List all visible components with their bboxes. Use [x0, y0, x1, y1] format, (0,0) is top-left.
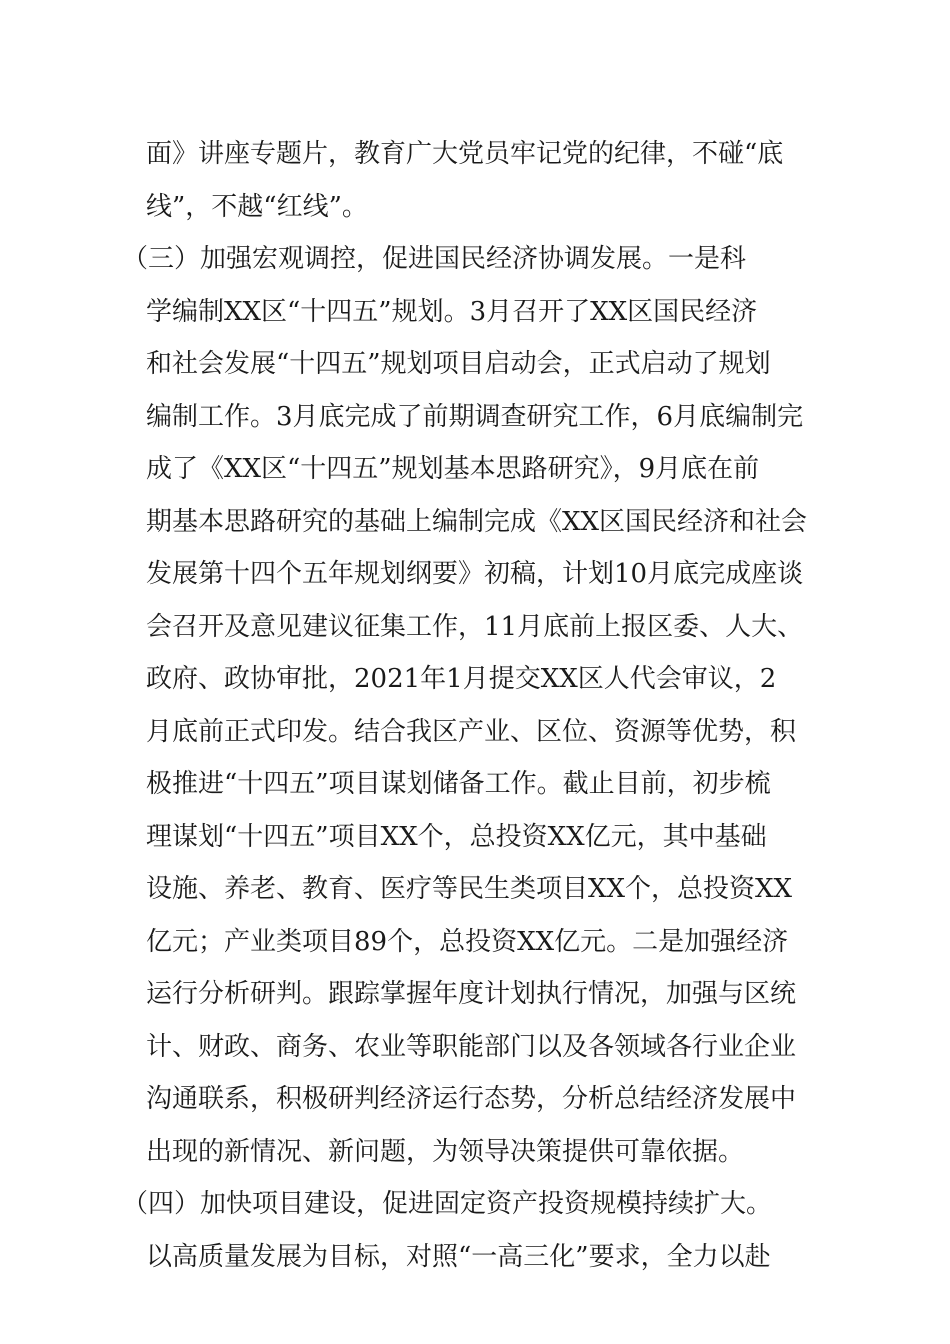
text-line: 设施、养老、教育、医疗等民生类项目XX个，总投资XX — [146, 874, 793, 904]
text-line: 月底前正式印发。结合我区产业、区位、资源等优势，积 — [146, 716, 797, 747]
text-line: 期基本思路研究的基础上编制完成《XX区国民经济和社会 — [146, 506, 808, 537]
text-line: 面》讲座专题片，教育广大党员牢记党的纪律，不碰“底 — [146, 139, 784, 169]
text-line: 以高质量发展为目标，对照“一高三化”要求，全力以赴 — [146, 1241, 771, 1272]
text-line: 政府、政协审批，2021年1月提交XX区人代会审议，2 — [146, 664, 777, 694]
text-line: 运行分析研判。跟踪掌握年度计划执行情况，加强与区统 — [146, 979, 797, 1009]
text-line: 成了《XX区“十四五”规划基本思路研究》，9月底在前 — [146, 454, 760, 484]
text-line: 编制工作。3月底完成了前期调查研究工作，6月底编制完 — [146, 401, 804, 432]
section-heading-line: （三）加强宏观调控，促进国民经济协调发展。一是科 — [122, 244, 747, 274]
text-line: 理谋划“十四五”项目XX个，总投资XX亿元，其中基础 — [146, 821, 767, 852]
text-line: 学编制XX区“十四五”规划。3月召开了XX区国民经济 — [146, 296, 758, 327]
section-heading-line: （四）加快项目建设，促进固定资产投资规模持续扩大。 — [122, 1189, 773, 1219]
text-line: 发展第十四个五年规划纲要》初稿，计划10月底完成座谈 — [146, 559, 804, 589]
text-line: 极推进“十四五”项目谋划储备工作。截止目前，初步梳 — [146, 769, 771, 799]
body-text — [122, 128, 816, 1283]
text-line: 计、财政、商务、农业等职能部门以及各领域各行业企业 — [146, 1031, 797, 1062]
text-line: 亿元；产业类项目89个，总投资XX亿元。二是加强经济 — [146, 926, 789, 957]
text-line: 和社会发展“十四五”规划项目启动会，正式启动了规划 — [146, 349, 771, 379]
text-line: 会召开及意见建议征集工作，11月底前上报区委、人大、 — [146, 611, 804, 642]
text-line: 出现的新情况、新问题，为领导决策提供可靠依据。 — [146, 1136, 745, 1167]
text-line: 线”，不越“红线”。 — [146, 191, 368, 222]
text-line: 沟通联系，积极研判经济运行态势，分析总结经济发展中 — [146, 1084, 797, 1114]
